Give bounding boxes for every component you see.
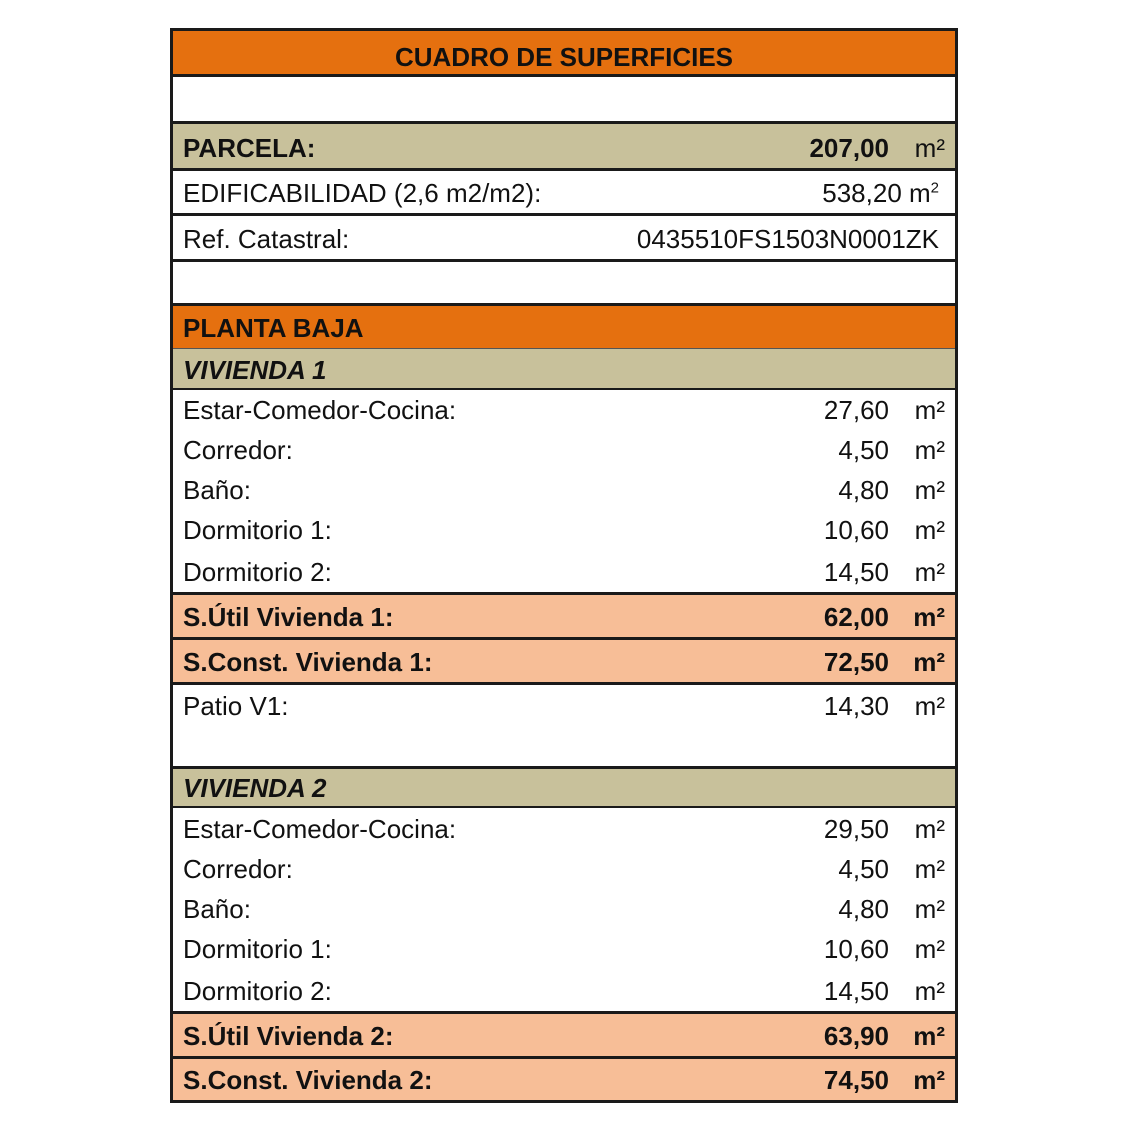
room-label: Estar-Comedor-Cocina: xyxy=(183,814,457,844)
room-unit: m² xyxy=(914,894,945,924)
room-row xyxy=(173,550,955,592)
const-vivienda-2-row xyxy=(173,1056,955,1100)
ref-catastral-row xyxy=(173,213,955,259)
parcela-unit: m² xyxy=(914,133,945,163)
room-label: Baño: xyxy=(183,894,251,924)
ref-value: 0435510FS1503N0001ZK xyxy=(636,224,939,254)
parcela-value: 207,00 xyxy=(809,133,889,163)
room-value: 4,50 xyxy=(838,854,889,884)
room-label: Baño: xyxy=(183,475,251,505)
room-value: 29,50 xyxy=(823,814,889,844)
planta-label: PLANTA BAJA xyxy=(183,313,364,343)
util-unit: m² xyxy=(913,1021,945,1051)
room-label: Estar-Comedor-Cocina: xyxy=(183,395,457,425)
room-value: 10,60 xyxy=(823,515,889,545)
ref-label: Ref. Catastral: xyxy=(183,224,350,254)
table-title: CUADRO DE SUPERFICIES xyxy=(173,31,955,77)
room-row xyxy=(173,929,955,969)
const-value: 72,50 xyxy=(823,647,889,677)
edificabilidad-value-wrap xyxy=(822,178,939,209)
room-unit: m² xyxy=(914,435,945,465)
vivienda-2-title: VIVIENDA 2 xyxy=(183,773,327,803)
util-label: S.Útil Vivienda 1: xyxy=(183,602,394,632)
const-value: 74,50 xyxy=(823,1065,889,1095)
room-row xyxy=(173,806,955,849)
room-value: 10,60 xyxy=(823,934,889,964)
room-row xyxy=(173,430,955,470)
const-unit: m² xyxy=(913,647,945,677)
room-value: 14,50 xyxy=(823,976,889,1006)
util-value: 63,90 xyxy=(823,1021,889,1051)
room-row xyxy=(173,510,955,550)
edificabilidad-label: EDIFICABILIDAD (2,6 m2/m2): xyxy=(183,178,542,208)
util-unit: m² xyxy=(913,602,945,632)
edificabilidad-row xyxy=(173,168,955,213)
const-unit: m² xyxy=(913,1065,945,1095)
room-value: 4,80 xyxy=(838,894,889,924)
const-label: S.Const. Vivienda 2: xyxy=(183,1065,433,1095)
const-vivienda-1-row xyxy=(173,637,955,682)
room-row xyxy=(173,388,955,430)
util-value: 62,00 xyxy=(823,602,889,632)
room-row xyxy=(173,849,955,889)
blank-row xyxy=(173,259,955,303)
util-vivienda-2-row xyxy=(173,1011,955,1056)
room-value: 4,50 xyxy=(838,435,889,465)
room-label: Dormitorio 1: xyxy=(183,934,332,964)
util-label: S.Útil Vivienda 2: xyxy=(183,1021,394,1051)
surface-table xyxy=(170,28,958,1103)
room-value: 27,60 xyxy=(823,395,889,425)
patio-value: 14,30 xyxy=(823,691,889,721)
room-value: 14,50 xyxy=(823,557,889,587)
parcela-label: PARCELA: xyxy=(183,133,316,163)
room-unit: m² xyxy=(914,515,945,545)
room-row xyxy=(173,889,955,929)
room-unit: m² xyxy=(914,557,945,587)
patio-label: Patio V1: xyxy=(183,691,289,721)
vivienda-1-title: VIVIENDA 1 xyxy=(183,355,327,385)
room-unit: m² xyxy=(914,934,945,964)
room-unit: m² xyxy=(914,814,945,844)
room-value: 4,80 xyxy=(838,475,889,505)
room-row xyxy=(173,969,955,1011)
room-label: Corredor: xyxy=(183,435,293,465)
room-label: Dormitorio 2: xyxy=(183,557,332,587)
edificabilidad-value: 538,20 m xyxy=(822,178,931,208)
room-row xyxy=(173,470,955,510)
vivienda-2-header xyxy=(173,766,955,806)
room-unit: m² xyxy=(914,475,945,505)
parcela-row xyxy=(173,121,955,168)
room-label: Corredor: xyxy=(183,854,293,884)
room-unit: m² xyxy=(914,976,945,1006)
room-unit: m² xyxy=(914,395,945,425)
planta-baja-row xyxy=(173,303,955,348)
patio-row xyxy=(173,682,955,726)
patio-unit: m² xyxy=(914,691,945,721)
room-label: Dormitorio 2: xyxy=(183,976,332,1006)
edificabilidad-sup: 2 xyxy=(930,179,939,197)
blank-row xyxy=(173,726,955,766)
room-unit: m² xyxy=(914,854,945,884)
blank-row xyxy=(173,77,955,121)
vivienda-1-header xyxy=(173,348,955,388)
const-label: S.Const. Vivienda 1: xyxy=(183,647,433,677)
room-label: Dormitorio 1: xyxy=(183,515,332,545)
util-vivienda-1-row xyxy=(173,592,955,637)
